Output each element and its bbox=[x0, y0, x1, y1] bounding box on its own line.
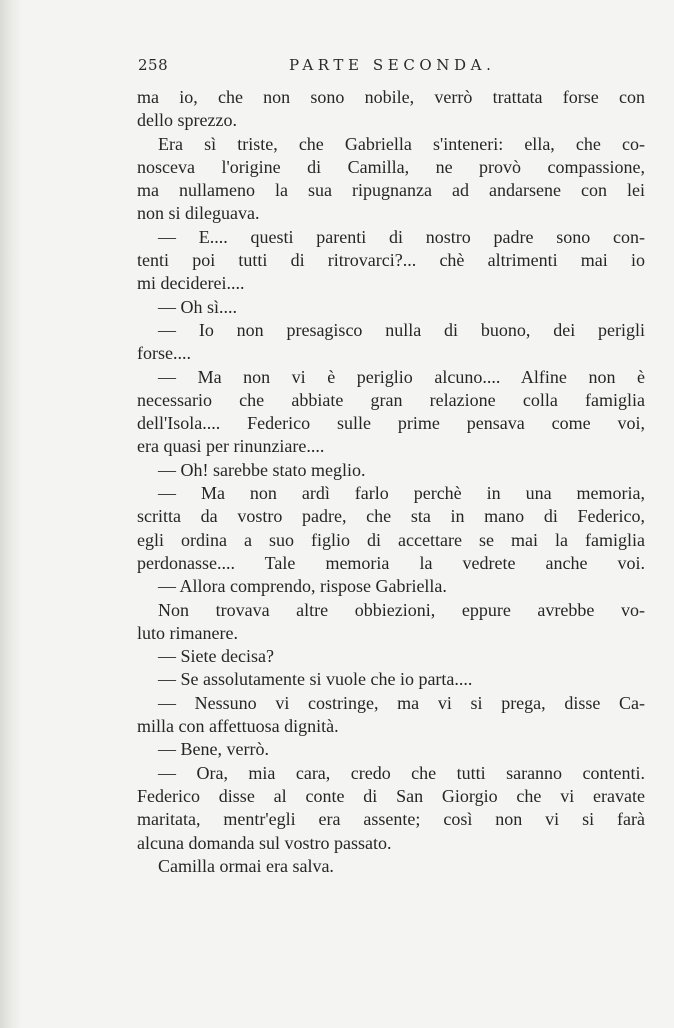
running-head: PARTE SECONDA. bbox=[289, 56, 496, 74]
text-line: Era sì triste, che Gabriella s'inteneri: ella, che co- bbox=[158, 133, 645, 154]
page-number: 258 bbox=[138, 56, 169, 74]
text-line: forse.... bbox=[137, 343, 191, 364]
text-line: alcuna domanda sul vostro passato. bbox=[137, 832, 392, 853]
text-line: — Ma non ardì farlo perchè in una memoria, bbox=[158, 483, 645, 504]
text-line: — Bene, verrò. bbox=[158, 739, 269, 760]
text-line: ma io, che non sono nobile, verrò trattata forse con bbox=[137, 87, 645, 107]
text-line: — Io non presagisco nulla di buono, dei perigli bbox=[158, 319, 645, 340]
body-text bbox=[137, 86, 645, 878]
text-line: dell'Isola.... Federico sulle prime pensava come voi, bbox=[137, 413, 645, 434]
text-line: — Ma non vi è periglio alcuno.... Alfine non è bbox=[158, 366, 645, 387]
page-header bbox=[138, 56, 638, 80]
text-line: nosceva l'origine di Camilla, ne provò compassione, bbox=[137, 156, 645, 177]
text-line: milla con affettuosa dignità. bbox=[137, 716, 339, 737]
text-line: — Siete decisa? bbox=[158, 646, 274, 667]
text-line: — Allora comprendo, rispose Gabriella. bbox=[158, 576, 447, 597]
text-line: — Nessuno vi costringe, ma vi si prega, disse Ca- bbox=[158, 692, 645, 713]
text-line: non si dileguava. bbox=[137, 203, 260, 224]
text-line: maritata, mentr'egli era assente; così non vi si farà bbox=[137, 809, 645, 830]
text-line: mi deciderei.... bbox=[137, 273, 245, 294]
text-line: Non trovava altre obbiezioni, eppure avrebbe vo- bbox=[158, 599, 645, 620]
text-line: era quasi per rinunziare.... bbox=[137, 436, 325, 457]
text-line: luto rimanere. bbox=[137, 622, 238, 643]
text-line: necessario che abbiate gran relazione colla famiglia bbox=[137, 389, 645, 410]
text-line: — E.... questi parenti di nostro padre sono con- bbox=[158, 226, 645, 247]
text-line: Federico disse al conte di San Giorgio che vi eravate bbox=[137, 785, 645, 806]
text-line: — Oh! sarebbe stato meglio. bbox=[158, 459, 366, 480]
text-line: — Oh sì.... bbox=[158, 296, 238, 317]
text-line: ma nullameno la sua ripugnanza ad andarsene con lei bbox=[137, 180, 645, 201]
page-binding-shadow bbox=[0, 0, 22, 1028]
text-line: dello sprezzo. bbox=[137, 110, 237, 131]
text-line: Camilla ormai era salva. bbox=[158, 855, 334, 876]
text-line: egli ordina a suo figlio di accettare se mai la famiglia bbox=[137, 529, 645, 550]
text-line: perdonasse.... Tale memoria la vedrete anche voi. bbox=[137, 552, 645, 573]
text-line: — Se assolutamente si vuole che io parta.... bbox=[158, 669, 473, 690]
text-line: tenti poi tutti di ritrovarci?... chè altrimenti mai io bbox=[137, 250, 645, 271]
text-line: scritta da vostro padre, che sta in mano di Federico, bbox=[137, 506, 645, 527]
text-line: — Ora, mia cara, credo che tutti saranno contenti. bbox=[158, 762, 645, 783]
